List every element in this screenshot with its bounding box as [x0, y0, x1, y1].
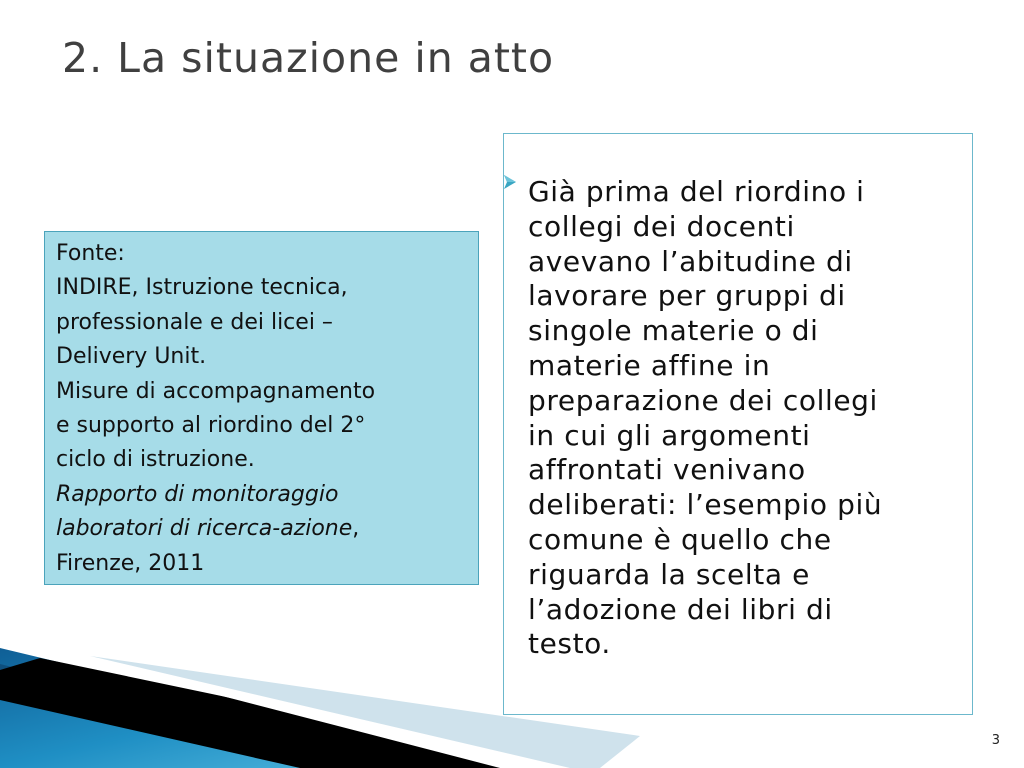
source-line: ciclo di istruzione. — [56, 447, 255, 473]
body-text-line: materie affine in — [528, 348, 771, 382]
source-closing: Firenze, 2011 — [56, 550, 205, 576]
source-box — [44, 231, 479, 585]
body-text-line: collegi dei docenti — [528, 209, 795, 243]
main-text-box — [503, 133, 973, 715]
report-title-line: Rapporto di monitoraggio — [56, 481, 339, 507]
body-text-line: avevano l’abitudine di — [528, 244, 853, 278]
source-line: professionale e dei licei – — [56, 309, 333, 335]
body-text-line: affrontati venivano — [528, 453, 806, 487]
source-line: INDIRE, Istruzione tecnica, — [56, 275, 348, 301]
body-text-line: lavorare per gruppi di — [528, 279, 846, 313]
arrow-bullet-icon — [503, 174, 517, 190]
slide-title: 2. La situazione in atto — [62, 34, 555, 82]
body-text-line: deliberati: l’esempio più — [528, 488, 883, 522]
body-text-line: testo. — [528, 627, 611, 661]
body-text-line: comune è quello che — [528, 522, 832, 556]
body-text-line: Già prima del riordino i — [528, 175, 865, 208]
report-title-text: laboratori di ricerca-azione — [56, 516, 353, 542]
source-line: e supporto al riordino del 2° — [56, 413, 366, 439]
body-text-line: in cui gli argomenti — [528, 418, 811, 452]
body-text-line: l’adozione dei libri di — [528, 592, 833, 626]
report-title-line — [56, 512, 468, 546]
report-title-comma: , — [352, 516, 360, 542]
page-number: 3 — [991, 733, 1000, 748]
decorative-corner-swoosh — [0, 640, 1024, 768]
source-line: Fonte: — [56, 241, 125, 266]
body-text-line: singole materie o di — [528, 314, 819, 348]
body-text-line: riguarda la scelta e — [528, 557, 810, 591]
source-line: Delivery Unit. — [56, 344, 207, 370]
body-text-line: preparazione dei collegi — [528, 383, 878, 417]
source-line: Misure di accompagnamento — [56, 378, 376, 404]
